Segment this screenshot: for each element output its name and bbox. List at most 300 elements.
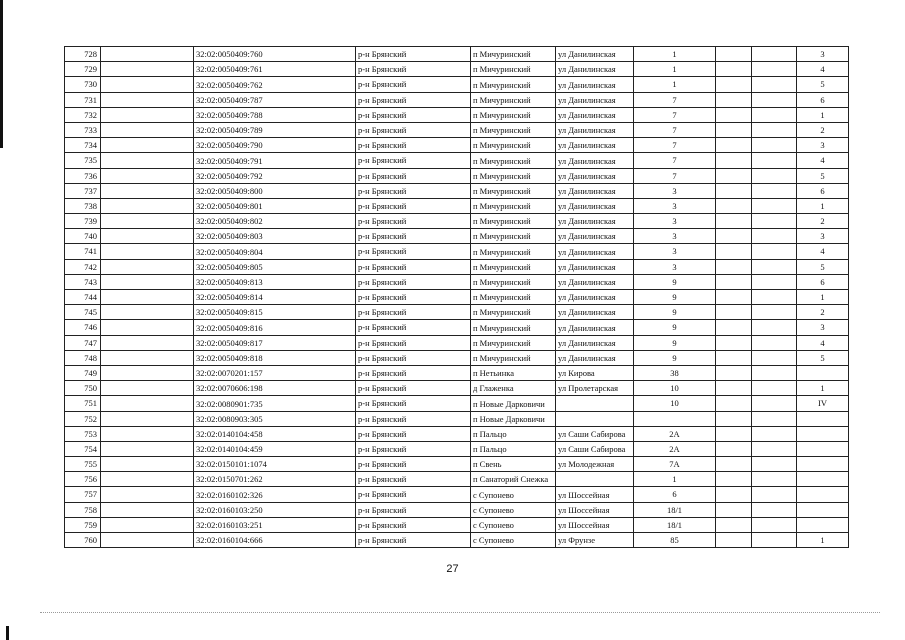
street-cell: ул Данилинская <box>556 77 634 92</box>
building-cell <box>716 365 752 380</box>
row-number-cell: 749 <box>65 365 101 380</box>
row-number-cell: 751 <box>65 396 101 411</box>
apartment-cell <box>797 426 849 441</box>
district-cell: р-н Брянский <box>356 335 471 350</box>
street-cell: ул Данилинская <box>556 244 634 259</box>
house-number-cell: 7 <box>634 92 716 107</box>
settlement-cell: п Мичуринский <box>471 153 556 168</box>
table-row <box>65 502 849 517</box>
street-cell: ул Фрунзе <box>556 533 634 548</box>
settlement-cell: п Мичуринский <box>471 62 556 77</box>
empty-cell <box>101 502 194 517</box>
cadastral-number-cell: 32:02:0050409:762 <box>194 77 356 92</box>
settlement-cell: п Мичуринский <box>471 198 556 213</box>
block-cell <box>752 77 797 92</box>
empty-cell <box>101 229 194 244</box>
empty-cell <box>101 457 194 472</box>
apartment-cell: 2 <box>797 305 849 320</box>
building-cell <box>716 183 752 198</box>
building-cell <box>716 153 752 168</box>
empty-cell <box>101 168 194 183</box>
building-cell <box>716 274 752 289</box>
street-cell: ул Данилинская <box>556 168 634 183</box>
building-cell <box>716 426 752 441</box>
row-number-cell: 745 <box>65 305 101 320</box>
building-cell <box>716 229 752 244</box>
district-cell: р-н Брянский <box>356 290 471 305</box>
street-cell <box>556 396 634 411</box>
apartment-cell: 1 <box>797 533 849 548</box>
apartment-cell <box>797 411 849 426</box>
empty-cell <box>101 47 194 62</box>
house-number-cell: 7 <box>634 168 716 183</box>
cadastral-number-cell: 32:02:0080903:305 <box>194 411 356 426</box>
cadastral-number-cell: 32:02:0050409:787 <box>194 92 356 107</box>
row-number-cell: 742 <box>65 259 101 274</box>
street-cell: ул Саши Сабирова <box>556 426 634 441</box>
scan-edge-mark <box>6 626 9 640</box>
building-cell <box>716 533 752 548</box>
table-row <box>65 335 849 350</box>
district-cell: р-н Брянский <box>356 92 471 107</box>
table-row <box>65 290 849 305</box>
empty-cell <box>101 77 194 92</box>
empty-cell <box>101 305 194 320</box>
cadastral-number-cell: 32:02:0050409:761 <box>194 62 356 77</box>
row-number-cell: 752 <box>65 411 101 426</box>
table-row <box>65 229 849 244</box>
settlement-cell: п Нетьинка <box>471 365 556 380</box>
cadastral-number-cell: 32:02:0140104:458 <box>194 426 356 441</box>
district-cell: р-н Брянский <box>356 320 471 335</box>
table-row <box>65 426 849 441</box>
row-number-cell: 760 <box>65 533 101 548</box>
building-cell <box>716 320 752 335</box>
empty-cell <box>101 426 194 441</box>
empty-cell <box>101 122 194 137</box>
building-cell <box>716 290 752 305</box>
block-cell <box>752 198 797 213</box>
cadastral-number-cell: 32:02:0050409:800 <box>194 183 356 198</box>
page-number: 27 <box>446 563 459 575</box>
building-cell <box>716 396 752 411</box>
house-number-cell: 7 <box>634 107 716 122</box>
settlement-cell: п Мичуринский <box>471 168 556 183</box>
row-number-cell: 741 <box>65 244 101 259</box>
building-cell <box>716 214 752 229</box>
cadastral-number-cell: 32:02:0050409:818 <box>194 350 356 365</box>
row-number-cell: 737 <box>65 183 101 198</box>
building-cell <box>716 305 752 320</box>
empty-cell <box>101 487 194 502</box>
row-number-cell: 735 <box>65 153 101 168</box>
table-row <box>65 168 849 183</box>
table-row <box>65 350 849 365</box>
street-cell: ул Данилинская <box>556 229 634 244</box>
district-cell: р-н Брянский <box>356 472 471 487</box>
building-cell <box>716 441 752 456</box>
street-cell: ул Данилинская <box>556 62 634 77</box>
district-cell: р-н Брянский <box>356 502 471 517</box>
apartment-cell: 1 <box>797 381 849 396</box>
settlement-cell: п Мичуринский <box>471 244 556 259</box>
cadastral-number-cell: 32:02:0070201:157 <box>194 365 356 380</box>
cadastral-number-cell: 32:02:0050409:791 <box>194 153 356 168</box>
apartment-cell: 4 <box>797 62 849 77</box>
house-number-cell: 1 <box>634 77 716 92</box>
building-cell <box>716 107 752 122</box>
block-cell <box>752 244 797 259</box>
settlement-cell: с Супонево <box>471 502 556 517</box>
property-register-table <box>64 46 849 548</box>
district-cell: р-н Брянский <box>356 396 471 411</box>
cadastral-number-cell: 32:02:0050409:804 <box>194 244 356 259</box>
block-cell <box>752 259 797 274</box>
row-number-cell: 746 <box>65 320 101 335</box>
table-row <box>65 62 849 77</box>
house-number-cell: 3 <box>634 198 716 213</box>
district-cell: р-н Брянский <box>356 350 471 365</box>
row-number-cell: 731 <box>65 92 101 107</box>
table-row <box>65 472 849 487</box>
row-number-cell: 756 <box>65 472 101 487</box>
apartment-cell: 3 <box>797 320 849 335</box>
block-cell <box>752 457 797 472</box>
building-cell <box>716 472 752 487</box>
block-cell <box>752 487 797 502</box>
house-number-cell <box>634 411 716 426</box>
house-number-cell: 2А <box>634 441 716 456</box>
apartment-cell: 3 <box>797 47 849 62</box>
district-cell: р-н Брянский <box>356 198 471 213</box>
apartment-cell: IV <box>797 396 849 411</box>
building-cell <box>716 62 752 77</box>
empty-cell <box>101 350 194 365</box>
settlement-cell: п Новые Дарковичи <box>471 411 556 426</box>
row-number-cell: 738 <box>65 198 101 213</box>
table-row <box>65 214 849 229</box>
block-cell <box>752 320 797 335</box>
table-row <box>65 122 849 137</box>
row-number-cell: 748 <box>65 350 101 365</box>
settlement-cell: п Мичуринский <box>471 77 556 92</box>
settlement-cell: п Мичуринский <box>471 274 556 289</box>
district-cell: р-н Брянский <box>356 244 471 259</box>
cadastral-number-cell: 32:02:0050409:803 <box>194 229 356 244</box>
settlement-cell: п Мичуринский <box>471 305 556 320</box>
settlement-cell: п Мичуринский <box>471 122 556 137</box>
building-cell <box>716 335 752 350</box>
district-cell: р-н Брянский <box>356 214 471 229</box>
empty-cell <box>101 290 194 305</box>
block-cell <box>752 411 797 426</box>
empty-cell <box>101 183 194 198</box>
apartment-cell: 4 <box>797 153 849 168</box>
block-cell <box>752 168 797 183</box>
street-cell: ул Данилинская <box>556 153 634 168</box>
empty-cell <box>101 92 194 107</box>
empty-cell <box>101 153 194 168</box>
block-cell <box>752 396 797 411</box>
street-cell: ул Данилинская <box>556 259 634 274</box>
row-number-cell: 755 <box>65 457 101 472</box>
building-cell <box>716 168 752 183</box>
cadastral-number-cell: 32:02:0070606:198 <box>194 381 356 396</box>
block-cell <box>752 62 797 77</box>
table-row <box>65 107 849 122</box>
settlement-cell: п Свень <box>471 457 556 472</box>
district-cell: р-н Брянский <box>356 381 471 396</box>
house-number-cell: 1 <box>634 472 716 487</box>
block-cell <box>752 517 797 532</box>
district-cell: р-н Брянский <box>356 365 471 380</box>
block-cell <box>752 426 797 441</box>
row-number-cell: 750 <box>65 381 101 396</box>
street-cell: ул Молодежная <box>556 457 634 472</box>
table-row <box>65 517 849 532</box>
cadastral-number-cell: 32:02:0050409:814 <box>194 290 356 305</box>
settlement-cell: п Мичуринский <box>471 47 556 62</box>
row-number-cell: 729 <box>65 62 101 77</box>
district-cell: р-н Брянский <box>356 122 471 137</box>
building-cell <box>716 92 752 107</box>
house-number-cell: 3 <box>634 244 716 259</box>
street-cell <box>556 411 634 426</box>
empty-cell <box>101 198 194 213</box>
apartment-cell <box>797 365 849 380</box>
table-row <box>65 533 849 548</box>
apartment-cell: 5 <box>797 350 849 365</box>
settlement-cell: п Новые Дарковичи <box>471 396 556 411</box>
block-cell <box>752 138 797 153</box>
block-cell <box>752 502 797 517</box>
street-cell: ул Шоссейная <box>556 487 634 502</box>
district-cell: р-н Брянский <box>356 153 471 168</box>
building-cell <box>716 259 752 274</box>
block-cell <box>752 381 797 396</box>
house-number-cell: 1 <box>634 62 716 77</box>
settlement-cell: с Супонево <box>471 487 556 502</box>
settlement-cell: п Мичуринский <box>471 259 556 274</box>
settlement-cell: п Мичуринский <box>471 92 556 107</box>
apartment-cell: 5 <box>797 168 849 183</box>
empty-cell <box>101 441 194 456</box>
cadastral-number-cell: 32:02:0160102:326 <box>194 487 356 502</box>
table-row <box>65 381 849 396</box>
block-cell <box>752 92 797 107</box>
settlement-cell: п Пальцо <box>471 441 556 456</box>
apartment-cell: 6 <box>797 92 849 107</box>
table-row <box>65 365 849 380</box>
row-number-cell: 734 <box>65 138 101 153</box>
apartment-cell: 6 <box>797 183 849 198</box>
block-cell <box>752 290 797 305</box>
apartment-cell <box>797 487 849 502</box>
apartment-cell: 3 <box>797 229 849 244</box>
cadastral-number-cell: 32:02:0160103:250 <box>194 502 356 517</box>
block-cell <box>752 335 797 350</box>
cadastral-number-cell: 32:02:0150701:262 <box>194 472 356 487</box>
house-number-cell: 10 <box>634 396 716 411</box>
apartment-cell: 2 <box>797 122 849 137</box>
settlement-cell: п Мичуринский <box>471 335 556 350</box>
empty-cell <box>101 517 194 532</box>
settlement-cell: п Мичуринский <box>471 138 556 153</box>
apartment-cell: 4 <box>797 244 849 259</box>
empty-cell <box>101 138 194 153</box>
district-cell: р-н Брянский <box>356 426 471 441</box>
table-body <box>65 47 849 548</box>
cadastral-number-cell: 32:02:0050409:760 <box>194 47 356 62</box>
street-cell: ул Данилинская <box>556 214 634 229</box>
street-cell: ул Данилинская <box>556 92 634 107</box>
cadastral-number-cell: 32:02:0150101:1074 <box>194 457 356 472</box>
district-cell: р-н Брянский <box>356 441 471 456</box>
settlement-cell: д Глаженка <box>471 381 556 396</box>
empty-cell <box>101 274 194 289</box>
street-cell: ул Данилинская <box>556 107 634 122</box>
empty-cell <box>101 365 194 380</box>
apartment-cell <box>797 472 849 487</box>
house-number-cell: 10 <box>634 381 716 396</box>
street-cell: ул Данилинская <box>556 274 634 289</box>
building-cell <box>716 502 752 517</box>
row-number-cell: 732 <box>65 107 101 122</box>
street-cell: ул Данилинская <box>556 47 634 62</box>
cadastral-number-cell: 32:02:0140104:459 <box>194 441 356 456</box>
block-cell <box>752 183 797 198</box>
building-cell <box>716 350 752 365</box>
empty-cell <box>101 533 194 548</box>
row-number-cell: 730 <box>65 77 101 92</box>
house-number-cell: 1 <box>634 47 716 62</box>
row-number-cell: 733 <box>65 122 101 137</box>
building-cell <box>716 487 752 502</box>
district-cell: р-н Брянский <box>356 77 471 92</box>
row-number-cell: 758 <box>65 502 101 517</box>
table-row <box>65 487 849 502</box>
cadastral-number-cell: 32:02:0050409:792 <box>194 168 356 183</box>
row-number-cell: 753 <box>65 426 101 441</box>
apartment-cell: 5 <box>797 259 849 274</box>
block-cell <box>752 305 797 320</box>
district-cell: р-н Брянский <box>356 168 471 183</box>
house-number-cell: 9 <box>634 274 716 289</box>
street-cell: ул Данилинская <box>556 305 634 320</box>
row-number-cell: 743 <box>65 274 101 289</box>
block-cell <box>752 365 797 380</box>
house-number-cell: 3 <box>634 214 716 229</box>
street-cell: ул Пролетарская <box>556 381 634 396</box>
house-number-cell: 85 <box>634 533 716 548</box>
row-number-cell: 744 <box>65 290 101 305</box>
scan-noise-line <box>40 612 880 613</box>
cadastral-number-cell: 32:02:0050409:790 <box>194 138 356 153</box>
district-cell: р-н Брянский <box>356 47 471 62</box>
apartment-cell: 5 <box>797 77 849 92</box>
building-cell <box>716 457 752 472</box>
building-cell <box>716 517 752 532</box>
table-row <box>65 441 849 456</box>
scan-edge-mark <box>0 0 3 148</box>
table-row <box>65 92 849 107</box>
apartment-cell: 1 <box>797 107 849 122</box>
house-number-cell: 9 <box>634 305 716 320</box>
empty-cell <box>101 244 194 259</box>
row-number-cell: 747 <box>65 335 101 350</box>
district-cell: р-н Брянский <box>356 183 471 198</box>
house-number-cell: 9 <box>634 335 716 350</box>
table-row <box>65 47 849 62</box>
house-number-cell: 3 <box>634 183 716 198</box>
house-number-cell: 38 <box>634 365 716 380</box>
empty-cell <box>101 472 194 487</box>
settlement-cell: п Мичуринский <box>471 107 556 122</box>
table-row <box>65 274 849 289</box>
house-number-cell: 7А <box>634 457 716 472</box>
house-number-cell: 7 <box>634 138 716 153</box>
district-cell: р-н Брянский <box>356 62 471 77</box>
cadastral-number-cell: 32:02:0050409:816 <box>194 320 356 335</box>
house-number-cell: 3 <box>634 229 716 244</box>
apartment-cell: 4 <box>797 335 849 350</box>
cadastral-number-cell: 32:02:0050409:788 <box>194 107 356 122</box>
table-row <box>65 320 849 335</box>
settlement-cell: п Мичуринский <box>471 350 556 365</box>
house-number-cell: 2А <box>634 426 716 441</box>
empty-cell <box>101 335 194 350</box>
settlement-cell: п Мичуринский <box>471 320 556 335</box>
empty-cell <box>101 214 194 229</box>
cadastral-number-cell: 32:02:0160104:666 <box>194 533 356 548</box>
street-cell: ул Саши Сабирова <box>556 441 634 456</box>
cadastral-number-cell: 32:02:0050409:817 <box>194 335 356 350</box>
table-row <box>65 259 849 274</box>
street-cell: ул Данилинская <box>556 122 634 137</box>
street-cell: ул Данилинская <box>556 290 634 305</box>
empty-cell <box>101 396 194 411</box>
cadastral-number-cell: 32:02:0050409:801 <box>194 198 356 213</box>
row-number-cell: 759 <box>65 517 101 532</box>
block-cell <box>752 153 797 168</box>
row-number-cell: 736 <box>65 168 101 183</box>
street-cell <box>556 472 634 487</box>
street-cell: ул Данилинская <box>556 335 634 350</box>
empty-cell <box>101 107 194 122</box>
block-cell <box>752 47 797 62</box>
table-row <box>65 411 849 426</box>
house-number-cell: 7 <box>634 153 716 168</box>
cadastral-number-cell: 32:02:0050409:789 <box>194 122 356 137</box>
building-cell <box>716 198 752 213</box>
row-number-cell: 757 <box>65 487 101 502</box>
block-cell <box>752 229 797 244</box>
settlement-cell: п Мичуринский <box>471 290 556 305</box>
building-cell <box>716 77 752 92</box>
block-cell <box>752 533 797 548</box>
street-cell: ул Шоссейная <box>556 502 634 517</box>
building-cell <box>716 244 752 259</box>
table-row <box>65 244 849 259</box>
block-cell <box>752 214 797 229</box>
street-cell: ул Данилинская <box>556 198 634 213</box>
apartment-cell <box>797 502 849 517</box>
block-cell <box>752 441 797 456</box>
house-number-cell: 18/1 <box>634 517 716 532</box>
building-cell <box>716 122 752 137</box>
building-cell <box>716 381 752 396</box>
empty-cell <box>101 381 194 396</box>
